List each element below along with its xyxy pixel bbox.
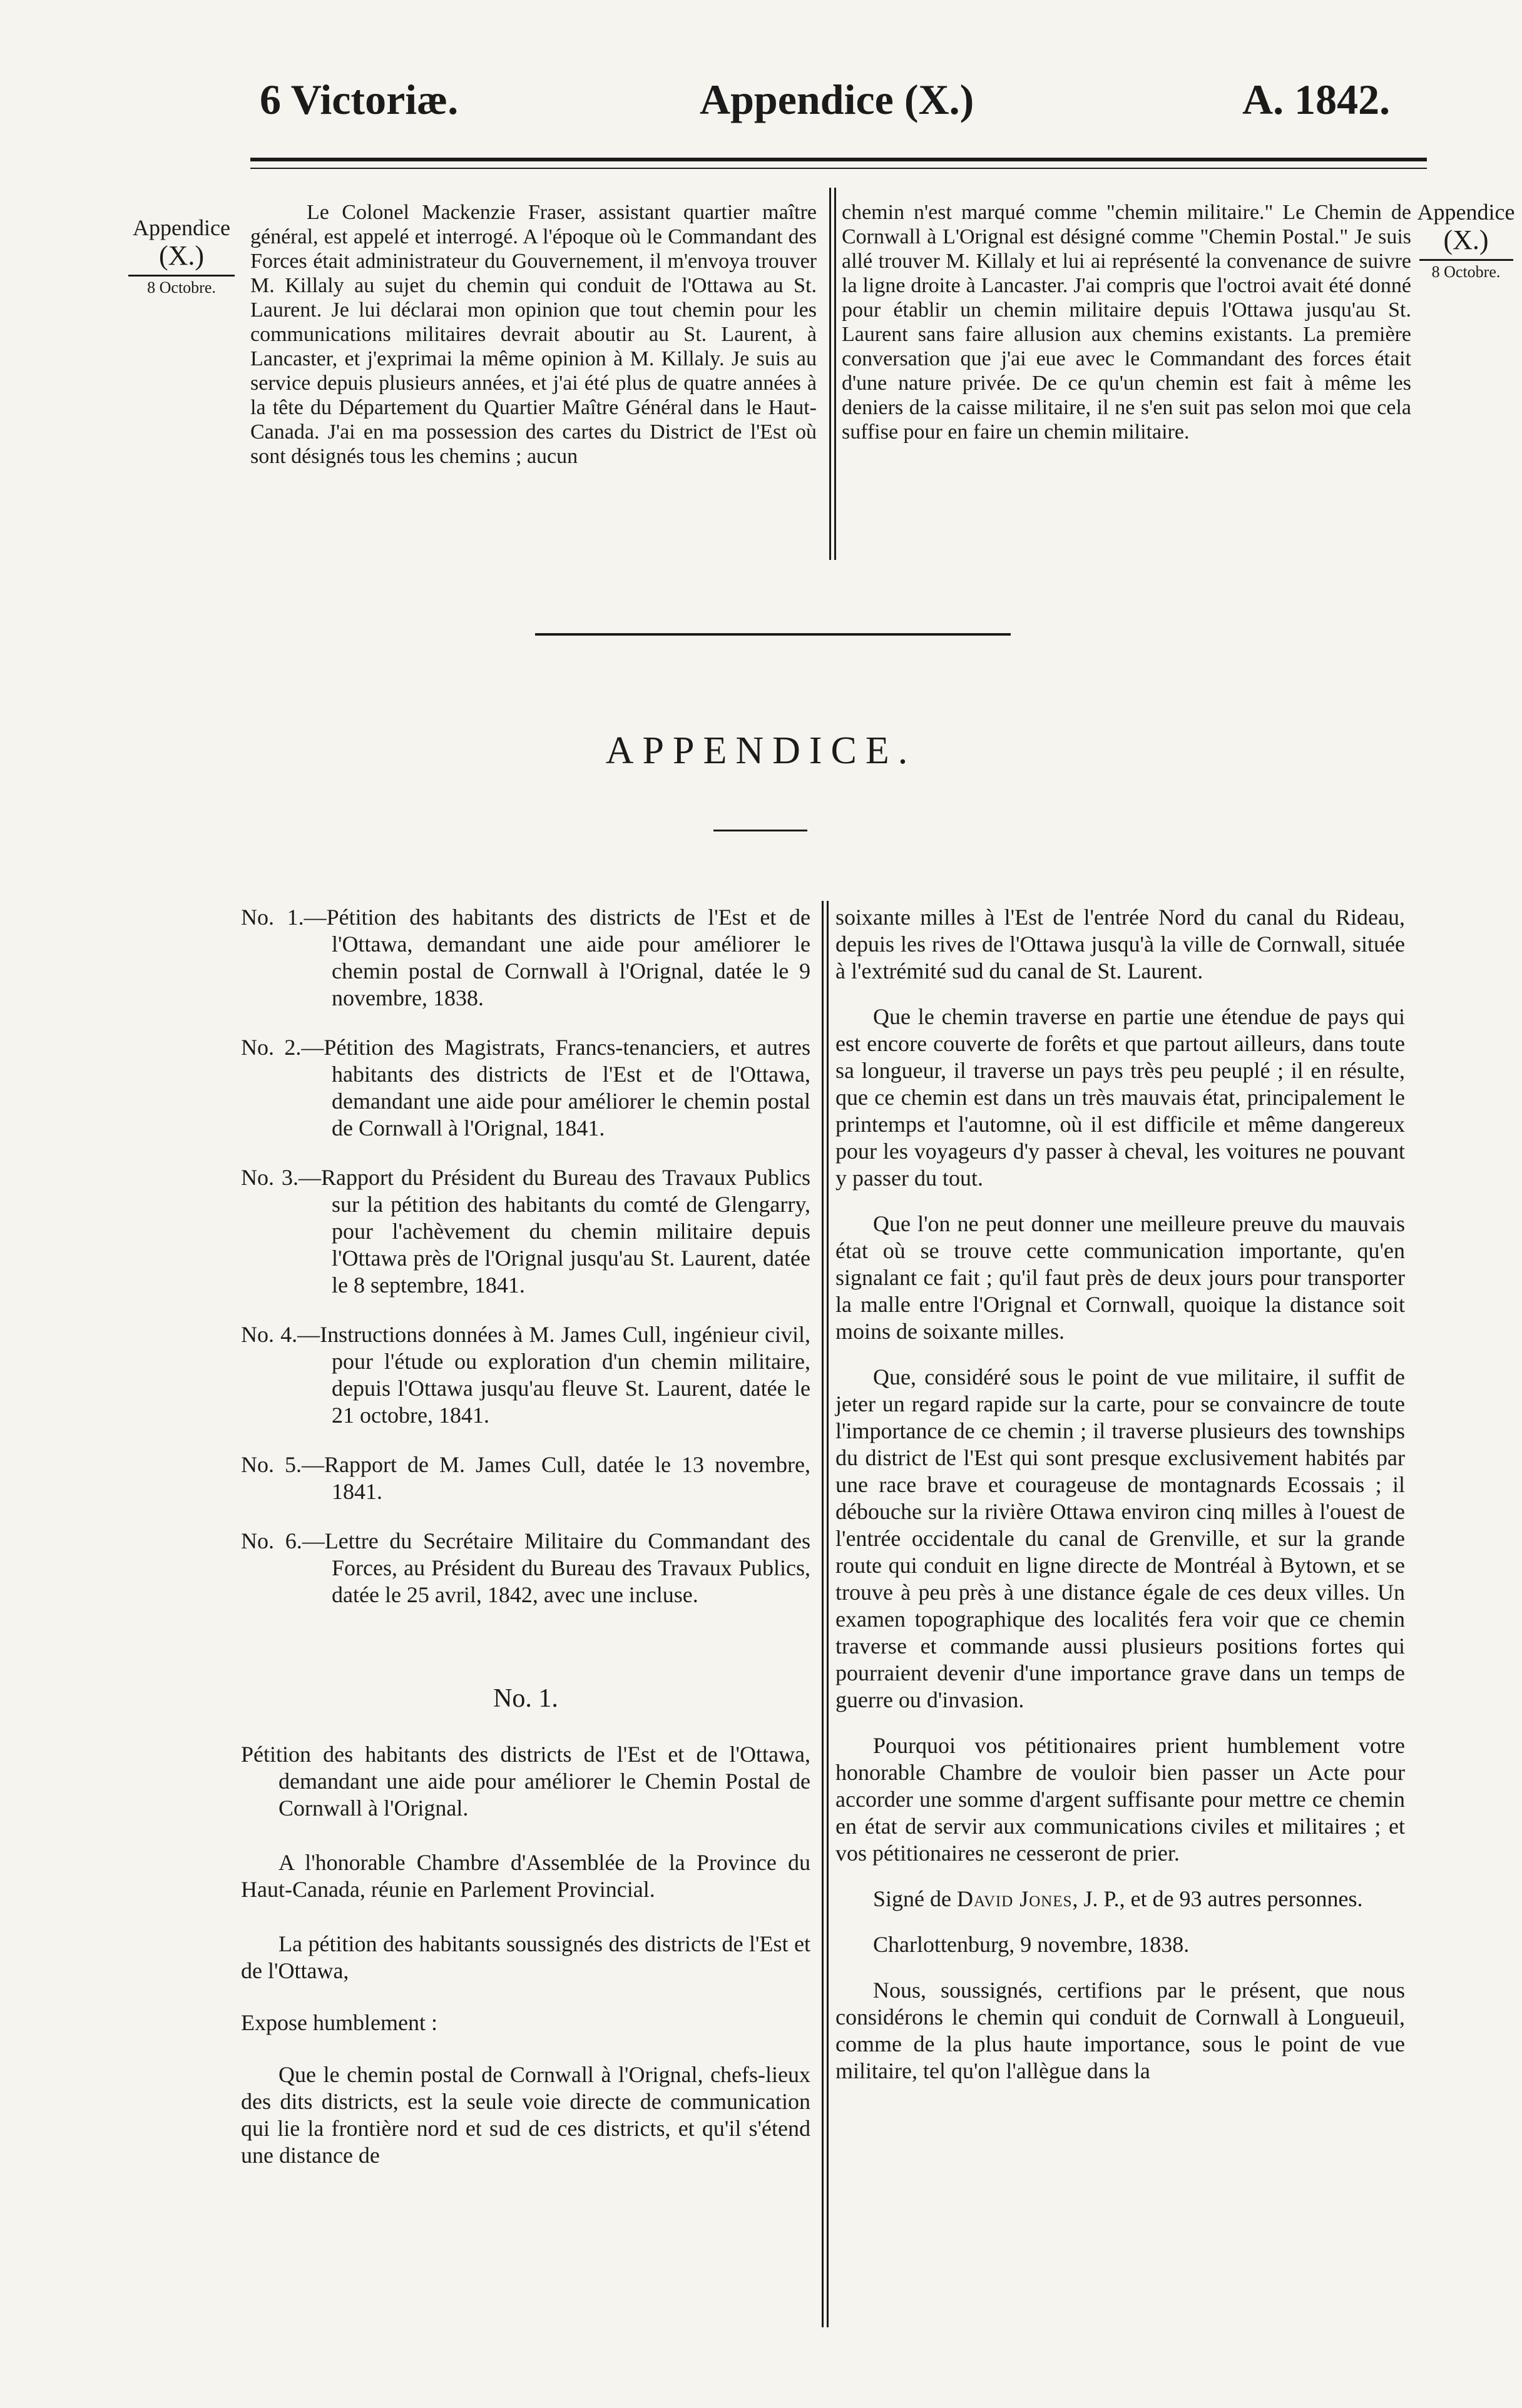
top-right-column <box>842 200 1411 444</box>
contents-item <box>241 1451 810 1505</box>
contents-item <box>241 904 810 1012</box>
contents-item <box>241 1528 810 1608</box>
header-left: 6 Victoriæ. <box>260 76 459 123</box>
signed-prefix: Signé de <box>873 1886 951 1911</box>
contents-item <box>241 1164 810 1299</box>
no1-address: A l'honorable Chambre d'Assemblée de la Province du Haut-Canada, réunie en Parlement Provincial. <box>241 1850 810 1902</box>
signature-line <box>835 1886 1405 1913</box>
header-center: Appendice (X.) <box>700 76 974 123</box>
section-divider <box>535 633 1011 636</box>
side-note-right-brace <box>1419 259 1513 261</box>
contents-item <box>241 1321 810 1429</box>
lower-column-divider-2 <box>827 901 829 2327</box>
contents-item-number: No. 1.— <box>241 905 327 930</box>
contents-item-text: Pétition des habitants des districts de l'Est et de l'Ottawa, demandant une aide pour améliorer le chemin postal de Cornwall à l'Orignal, datée le 9 novembre, 1838. <box>326 905 810 1010</box>
top-right-paragraph: chemin n'est marqué comme "chemin militaire." Le Chemin de Cornwall à L'Orignal est désigné comme "Chemin Postal." Je suis allé trouver M. Killaly et lui ai représenté la convenance de suivre la ligne droite à Lancaster. J'ai compris que l'octroi avait été donné pour établir un chemin militaire depuis l'Ottawa jusqu'au St. Laurent sans faire allusion aux chemins existants. La première conversation que j'ai eue avec le Commandant des forces était d'une nature privée. De ce qu'un chemin est fait à même les deniers de la caisse militaire, il ne s'en suit pas selon moi que cela suffise pour en faire un chemin militaire. <box>842 201 1411 444</box>
top-column-divider <box>829 188 831 560</box>
lower-right-column <box>835 904 1405 2103</box>
no1-expose: Expose humblement : <box>241 2010 437 2035</box>
contents-item-number: No. 3.— <box>241 1165 322 1190</box>
no1-subtitle: Pétition des habitants des districts de l'Est et de l'Ottawa, demandant une aide pour améliorer le Chemin Postal de Cornwall à l'Orignal. <box>241 1742 810 1821</box>
top-column-divider-2 <box>834 188 836 560</box>
side-note-right-label: Appendice <box>1417 200 1515 225</box>
no1-intro: La pétition des habitants soussignés des districts de l'Est et de l'Ottawa, <box>241 1931 810 1983</box>
right-paragraph-4: Pourquoi vos pétitionaires prient humblement votre honorable Chambre de vouloir bien passer un Acte pour accorder une somme d'argent suffisante pour mettre ce chemin en état de servir aux communications civiles et militaires ; et vos pétitionaires ne cesseront de prier. <box>835 1733 1405 1866</box>
contents-list <box>241 904 810 1608</box>
header-right: A. 1842. <box>1242 76 1391 123</box>
side-note-right <box>1411 200 1521 282</box>
contents-item-number: No. 5.— <box>241 1452 325 1477</box>
lower-column-divider <box>822 901 824 2327</box>
contents-item-number: No. 6.— <box>241 1528 325 1553</box>
top-left-column <box>250 200 817 469</box>
contents-item-text: Instructions données à M. James Cull, ingénieur civil, pour l'étude ou exploration d'un chemin militaire, depuis l'Ottawa jusqu'au fleuve St. Laurent, datée le 21 octobre, 1841. <box>320 1322 810 1428</box>
side-note-left-tag: (X.) <box>158 240 205 271</box>
no1-paragraph-1: Que le chemin postal de Cornwall à l'Orignal, chefs-lieux des dits districts, est la seule voie directe de communication qui lie la frontière nord et sud de ces districts, et qu'il s'étend une distance de <box>241 2062 810 2168</box>
header-rule-thin <box>250 168 1427 169</box>
side-note-left-label: Appendice <box>133 215 230 240</box>
top-left-paragraph: Le Colonel Mackenzie Fraser, assistant quartier maître général, est appelé et interrogé. A l'époque où le Commandant des Forces était administrateur du Gouvernement, il m'envoya trouver M. Killaly au sujet du chemin qui conduit de l'Ottawa au St. Laurent. Je lui déclarai mon opinion que tout chemin pour les communications militaires devrait aboutir au St. Laurent, à Lancaster, et j'exprimai la même opinion à M. Killaly. Je suis au service depuis plusieurs années, et j'ai été plus de quatre années à la tête du Département du Quartier Maître Général dans le Haut-Canada. J'ai en ma possession des cartes du District de l'Est où sont désignés tous les chemins ; aucun <box>250 201 817 468</box>
title-rule <box>713 830 807 831</box>
lower-left-column <box>241 904 810 2192</box>
signed-suffix: , J. P., et de 93 autres personnes. <box>1072 1886 1363 1911</box>
contents-item-number: No. 4.— <box>241 1322 320 1347</box>
contents-item-number: No. 2.— <box>241 1035 324 1060</box>
no1-heading: No. 1. <box>493 1684 558 1713</box>
right-paragraph-5: Nous, soussignés, certifions par le présent, que nous considérons le chemin qui conduit de Cornwall à Longueuil, comme de la plus haute importance, sous le point de vue militaire, tel qu'on l'allègue dans la <box>835 1978 1405 2083</box>
place-date: Charlottenburg, 9 novembre, 1838. <box>873 1932 1190 1957</box>
side-note-left <box>119 216 244 297</box>
contents-item-text: Lettre du Secrétaire Militaire du Commandant des Forces, au Président du Bureau des Travaux Publics, datée le 25 avril, 1842, avec une incluse. <box>324 1528 810 1607</box>
right-paragraph-1: Que le chemin traverse en partie une étendue de pays qui est encore couverte de forêts et que partout ailleurs, dans toute sa longueur, il traverse un pays très peu peuplé ; il en résulte, que ce chemin est dans un très mauvais état, principalement le printemps et l'automne, où il est difficile et même dangereux pour les voyageurs d'y passer à cheval, les voitures ne pouvant y passer du tout. <box>835 1004 1405 1191</box>
header-rule-thick <box>250 158 1427 161</box>
side-note-right-tag: (X.) <box>1443 224 1489 255</box>
right-paragraph-3: Que, considéré sous le point de vue militaire, il suffit de jeter un regard rapide sur la carte, pour se convaincre de toute l'importance de ce chemin ; il traverse plusieurs des townships du district de l'Est qui sont presque exclusivement habités par une race brave et courageuse de montagnards Ecossais ; il débouche sur la rivière Ottawa environ cinq milles à l'ouest de l'entrée occidentale du canal de Grenville, et sur la grande route qui conduit en ligne directe de Montréal à Bytown, et se trouve à peu près à une distance égale de ces deux villes. Un examen topographique des localités fera voir que ce chemin traverse et commande aussi plusieurs positions fortes qui pourraient devenir d'une importance grave dans un temps de guerre ou d'invasion. <box>835 1364 1405 1712</box>
right-paragraph-0: soixante milles à l'Est de l'entrée Nord du canal du Rideau, depuis les rives de l'Ottawa jusqu'à la ville de Cornwall, située à l'extrémité sud du canal de St. Laurent. <box>835 905 1405 983</box>
contents-item <box>241 1034 810 1142</box>
signer-name: David Jones <box>956 1886 1073 1911</box>
side-note-left-date: 8 Octobre. <box>147 278 216 297</box>
section-title: APPENDICE. <box>605 729 917 772</box>
right-paragraph-2: Que l'on ne peut donner une meilleure preuve du mauvais état où se trouve cette communication importante, qu'en signalant ce fait ; qu'il faut près de deux jours pour transporter la malle entre l'Orignal et Cornwall, quoique la distance soit moins de soixante milles. <box>835 1211 1405 1344</box>
side-note-right-date: 8 Octobre. <box>1431 262 1501 281</box>
contents-item-text: Rapport de M. James Cull, datée le 13 novembre, 1841. <box>324 1452 811 1504</box>
contents-item-text: Pétition des Magistrats, Francs-tenanciers, et autres habitants des districts de l'Est et de l'Ottawa, demandant une aide pour améliorer le chemin postal de Cornwall à l'Orignal, 1841. <box>324 1035 811 1140</box>
contents-item-text: Rapport du Président du Bureau des Travaux Publics sur la pétition des habitants du comté de Glengarry, pour l'achèvement du chemin militaire depuis l'Ottawa près de l'Orignal jusqu'au St. Laurent, datée le 8 septembre, 1841. <box>321 1165 810 1298</box>
side-note-left-brace <box>128 275 235 277</box>
